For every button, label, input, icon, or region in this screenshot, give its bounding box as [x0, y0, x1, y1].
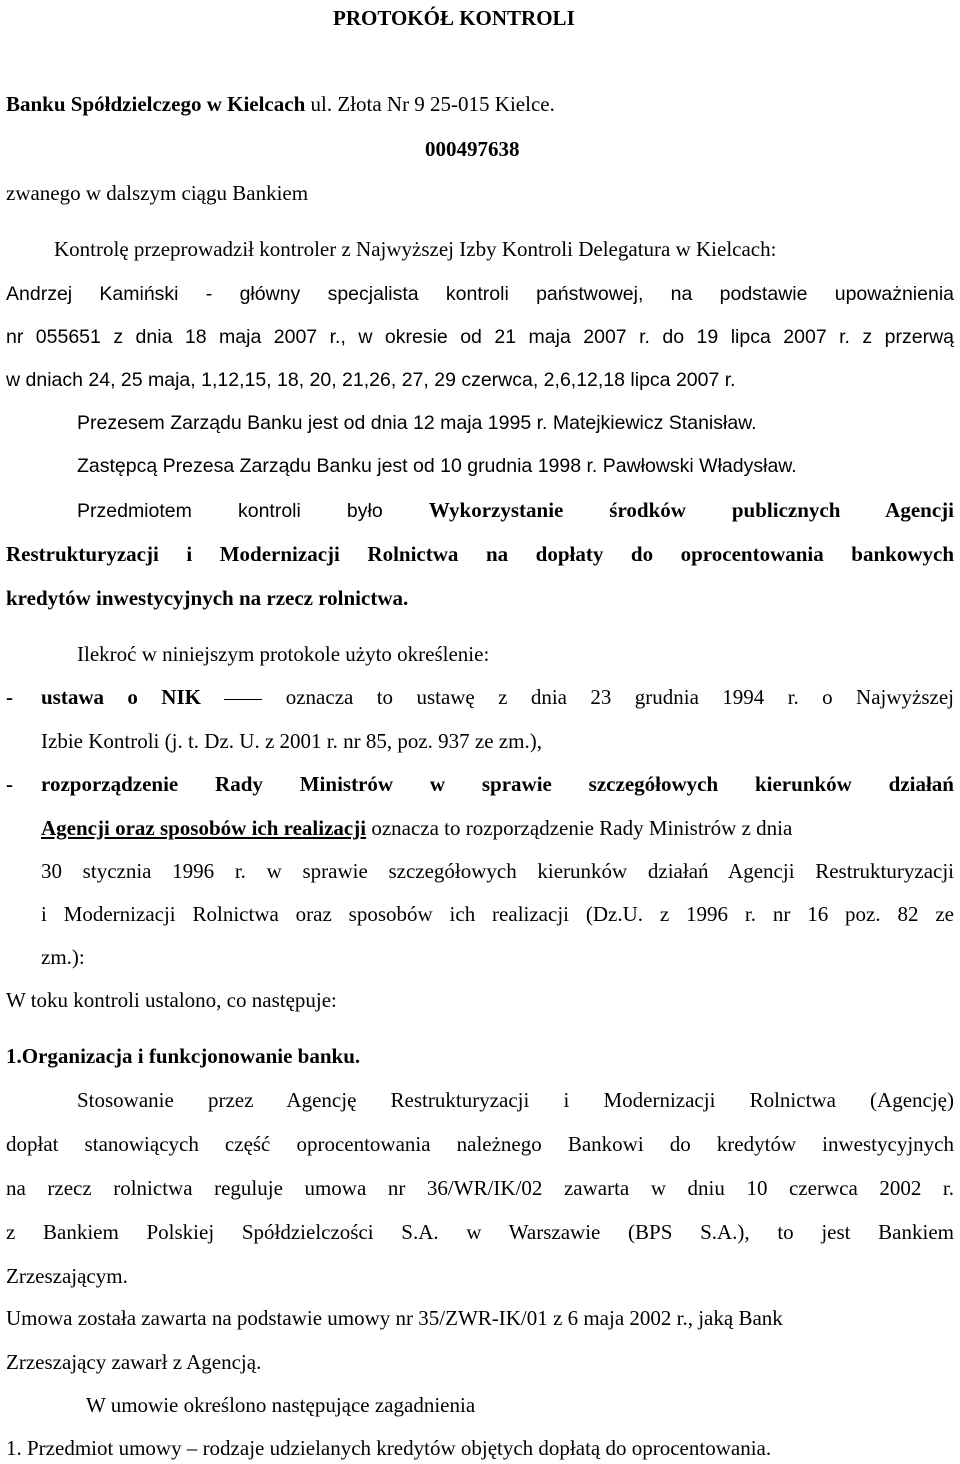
section-1-p1-line-1: Stosowanie przez Agencję Restrukturyzacji i Modernizacji Rolnictwa (Agencję): [77, 1088, 954, 1112]
section-1-p1-line-2: dopłat stanowiących część oprocentowania należnego Bankowi do kredytów inwestycyjnych: [6, 1132, 954, 1156]
section-1-p1-line-5: Zrzeszającym.: [6, 1264, 128, 1288]
subject-line-1: [77, 497, 954, 524]
definition-1-line-1: [41, 684, 954, 710]
definitions-intro: Ilekroć w niniejszym protokole użyto określenie:: [77, 642, 490, 666]
intro-line-4: w dniach 24, 25 maja, 1,12,15, 18, 20, 21,26, 27, 29 czerwca, 2,6,12,18 lipca 2007 r.: [6, 369, 736, 391]
definition-2-line-1: rozporządzenie Rady Ministrów w sprawie szczegółowych kierunków działań: [41, 772, 954, 796]
definition-1-text: oznacza to ustawę z dnia 23 grudnia 1994 r. o Najwyższej: [285, 685, 955, 709]
definition-2-line-5: zm.):: [41, 945, 85, 969]
section-1-p1-line-4: z Bankiem Polskiej Spółdzielczości S.A. w Warszawie (BPS S.A.), to jest Bankiem: [6, 1220, 954, 1244]
intro-line-3: nr 055651 z dnia 18 maja 2007 r., w okresie od 21 maja 2007 r. do 19 lipca 2007 r. z przerwą: [6, 326, 954, 348]
definition-2-dash: -: [6, 772, 13, 796]
em-dash-rule: [224, 699, 262, 700]
definition-2-line-4: i Modernizacji Rolnictwa oraz sposobów ich realizacji (Dz.U. z 1996 r. nr 16 poz. 82 ze: [41, 902, 954, 926]
section-1-p2-line-1: Umowa została zawarta na podstawie umowy nr 35/ZWR-IK/01 z 6 maja 2002 r., jaką Bank: [6, 1306, 783, 1330]
president-line: Prezesem Zarządu Banku jest od dnia 12 maja 1995 r. Matejkiewicz Stanisław.: [77, 412, 757, 434]
definition-2-text: oznacza to rozporządzenie Rady Ministrów z dnia: [366, 816, 793, 840]
definition-1-term: ustawa o NIK: [41, 685, 201, 709]
document-title: PROTOKÓŁ KONTROLI: [333, 6, 575, 30]
definition-2-line-2: [41, 815, 792, 841]
definition-1-dash: -: [6, 685, 13, 709]
intro-line-1: Kontrolę przeprowadził kontroler z Najwyższej Izby Kontroli Delegatura w Kielcach:: [54, 237, 777, 261]
subject-title-part-2: Restrukturyzacji i Modernizacji Rolnictwa na dopłaty do oprocentowania bankowych: [6, 542, 954, 566]
vice-president-line: Zastępcą Prezesa Zarządu Banku jest od 10 grudnia 1998 r. Pawłowski Władysław.: [77, 455, 797, 477]
definition-2-line-3: 30 stycznia 1996 r. w sprawie szczegółowych kierunków działań Agencji Restrukturyzacji: [41, 859, 954, 883]
bank-alias: zwanego w dalszym ciągu Bankiem: [6, 181, 309, 205]
findings-intro: W toku kontroli ustalono, co następuje:: [6, 988, 337, 1012]
subject-lead: Przedmiotem kontroli było: [77, 500, 383, 522]
section-1-p3: W umowie określono następujące zagadnienia: [86, 1393, 476, 1417]
subject-title-part-1: Wykorzystanie środków publicznych Agencji: [428, 498, 954, 522]
bank-address: ul. Złota Nr 9 25-015 Kielce.: [305, 92, 555, 116]
bank-number: 000497638: [425, 137, 520, 161]
bank-line: [6, 91, 555, 117]
section-1-heading: 1.Organizacja i funkcjonowanie banku.: [6, 1044, 361, 1068]
definition-2-term: Agencji oraz sposobów ich realizacji: [41, 816, 367, 840]
section-1-p2-line-2: Zrzeszający zawarł z Agencją.: [6, 1350, 262, 1374]
section-1-item-1: 1. Przedmiot umowy – rodzaje udzielanych kredytów objętych dopłatą do oprocentowania.: [6, 1436, 772, 1460]
intro-line-2: Andrzej Kamiński - główny specjalista kontroli państwowej, na podstawie upoważnienia: [6, 283, 954, 305]
section-1-p1-line-3: na rzecz rolnictwa reguluje umowa nr 36/WR/IK/02 zawarta w dniu 10 czerwca 2002 r.: [6, 1176, 954, 1200]
definition-1-line-2: Izbie Kontroli (j. t. Dz. U. z 2001 r. nr 85, poz. 937 ze zm.),: [41, 729, 542, 753]
subject-title-part-3: kredytów inwestycyjnych na rzecz rolnictwa.: [6, 586, 409, 610]
bank-name: Banku Spółdzielczego w Kielcach: [6, 92, 306, 116]
